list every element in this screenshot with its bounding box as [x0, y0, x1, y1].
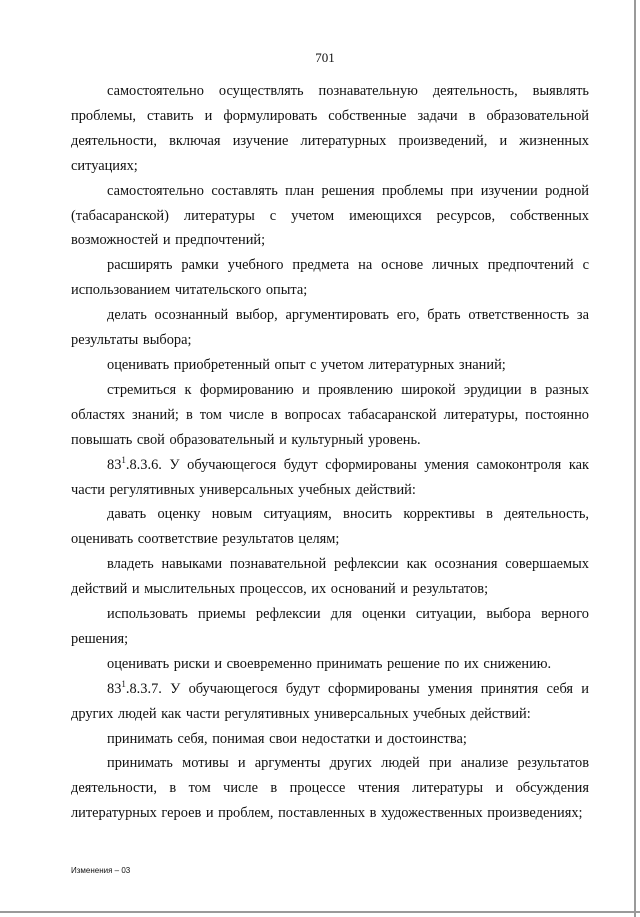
page-number: 701: [315, 50, 335, 65]
paragraph-8: давать оценку новым ситуациям, вносить коррективы в деятельность, оценивать соответствие результатов целям;: [71, 506, 589, 548]
page-edge-right: [634, 0, 636, 917]
section-number: 83: [107, 680, 122, 697]
document-body: [71, 79, 589, 826]
section-heading-83-8-3-7: [71, 677, 589, 727]
section-heading-83-8-3-6: [71, 453, 589, 503]
section-text: .8.3.6. У обучающегося будут сформированы умения самоконтроля как части регулятивных универсальных учебных действий:: [71, 456, 589, 498]
paragraph-11: оценивать риски и своевременно принимать решение по их снижению.: [107, 655, 552, 672]
paragraph-9: владеть навыками познавательной рефлексии как осознания совершаемых действий и мыслительных процессов, их оснований и результатов;: [71, 556, 589, 598]
section-text: .8.3.7. У обучающегося будут сформированы умения принятия себя и других людей как части регулятивных универсальных учебных действий:: [71, 680, 589, 722]
paragraph-1: самостоятельно осуществлять познавательную деятельность, выявлять проблемы, ставить и формулировать собственные задачи в образовательной деятельности, включая изучение литературных произведений, и жизненных ситуациях;: [71, 83, 589, 174]
section-number-superscript: 1: [121, 678, 126, 689]
paragraph-13: принимать себя, понимая свои недостатки и достоинства;: [107, 730, 467, 747]
paragraph-14: принимать мотивы и аргументы других людей при анализе результатов деятельности, в том числе в процессе чтения литературы и обсуждения литературных героев и проблем, поставленных в художественных произведениях;: [71, 755, 589, 822]
page-edge-bottom: [0, 911, 640, 913]
paragraph-3: расширять рамки учебного предмета на основе личных предпочтений с использованием читательского опыта;: [71, 257, 589, 299]
section-number: 83: [107, 456, 122, 473]
paragraph-4: делать осознанный выбор, аргументировать его, брать ответственность за результаты выбора;: [71, 307, 589, 349]
paragraph-2: самостоятельно составлять план решения проблемы при изучении родной (табасаранской) литературы с учетом имеющихся ресурсов, собственных возможностей и предпочтений;: [71, 182, 589, 249]
paragraph-5: оценивать приобретенный опыт с учетом литературных знаний;: [107, 356, 506, 373]
section-number-superscript: 1: [121, 454, 126, 465]
paragraph-6: стремиться к формированию и проявлению широкой эрудиции в разных областях знаний; в том числе в вопросах табасаранской литературы, постоянно повышать свой образовательный и культурный уровень.: [71, 381, 589, 448]
revision-footer: Изменения – 03: [71, 866, 131, 875]
paragraph-10: использовать приемы рефлексии для оценки ситуации, выбора верного решения;: [71, 606, 589, 647]
